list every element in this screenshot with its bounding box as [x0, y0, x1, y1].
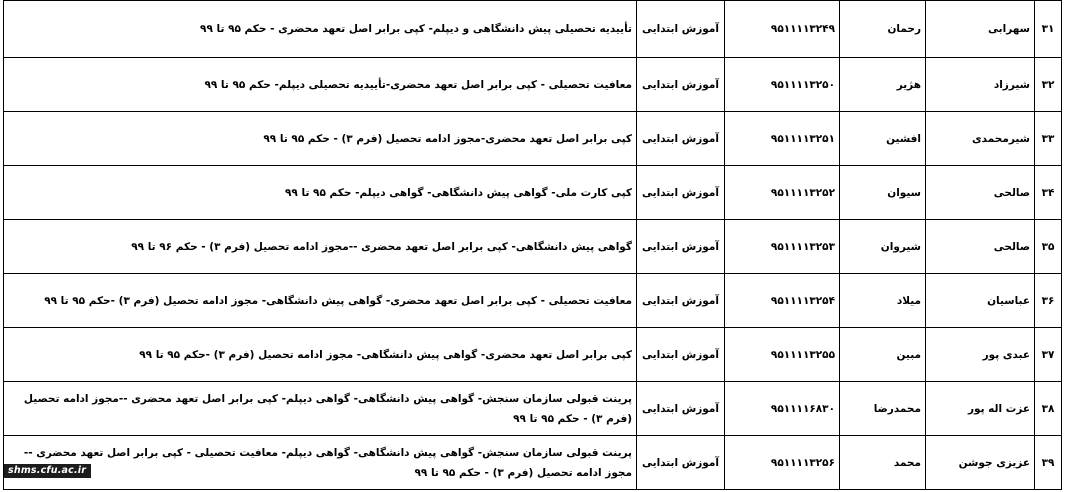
row-number: ۳۱: [1035, 1, 1062, 58]
row-number: ۳۲: [1035, 58, 1062, 112]
field-of-study-cell: آموزش ابتدایی: [637, 328, 725, 382]
field-of-study-cell: آموزش ابتدایی: [637, 1, 725, 58]
student-id-cell: ۹۵۱۱۱۱۳۲۵۱: [725, 112, 840, 166]
first-name-cell: هژیر: [840, 58, 926, 112]
row-number: ۳۹: [1035, 436, 1062, 490]
site-watermark: shms.cfu.ac.ir: [4, 464, 91, 478]
row-number: ۳۴: [1035, 166, 1062, 220]
field-of-study-cell: آموزش ابتدایی: [637, 382, 725, 436]
missing-documents-cell: کپی برابر اصل تعهد محضری- گواهی پیش دانشگاهی- مجوز ادامه تحصیل (فرم ۳) -حکم ۹۵ تا ۹۹: [4, 328, 637, 382]
table-row: [4, 382, 1062, 436]
student-id-cell: ۹۵۱۱۱۱۳۲۴۹: [725, 1, 840, 58]
table-row: [4, 220, 1062, 274]
last-name-cell: عزیزی جوشن: [926, 436, 1035, 490]
missing-documents-cell: کپی برابر اصل تعهد محضری-مجوز ادامه تحصیل (فرم ۳) - حکم ۹۵ تا ۹۹: [4, 112, 637, 166]
row-number: ۳۵: [1035, 220, 1062, 274]
student-id-cell: ۹۵۱۱۱۱۳۲۵۰: [725, 58, 840, 112]
missing-documents-cell: پرینت قبولی سازمان سنجش- گواهی پیش دانشگاهی- گواهی دیپلم- کپی برابر اصل تعهد محضری --مجوز ادامه تحصیل (فرم ۳) - حکم ۹۵ تا ۹۹: [4, 382, 637, 436]
missing-documents-cell: پرینت قبولی سازمان سنجش- گواهی پیش دانشگاهی- گواهی دیپلم- معافیت تحصیلی - کپی برابر اصل تعهد محضری --مجوز ادامه تحصیل (فرم ۳) - حکم ۹۵ تا ۹۹: [4, 436, 637, 490]
table-row: [4, 274, 1062, 328]
missing-documents-cell: معافیت تحصیلی - کپی برابر اصل تعهد محضری-تأییدیه تحصیلی دیپلم- حکم ۹۵ تا ۹۹: [4, 58, 637, 112]
last-name-cell: عباسیان: [926, 274, 1035, 328]
first-name-cell: رحمان: [840, 1, 926, 58]
student-id-cell: ۹۵۱۱۱۱۳۲۵۳: [725, 220, 840, 274]
last-name-cell: شیرزاد: [926, 58, 1035, 112]
first-name-cell: محمدرضا: [840, 382, 926, 436]
first-name-cell: مبین: [840, 328, 926, 382]
field-of-study-cell: آموزش ابتدایی: [637, 112, 725, 166]
table-row: [4, 112, 1062, 166]
field-of-study-cell: آموزش ابتدایی: [637, 274, 725, 328]
first-name-cell: افشین: [840, 112, 926, 166]
row-number: ۳۶: [1035, 274, 1062, 328]
student-id-cell: ۹۵۱۱۱۱۳۲۵۶: [725, 436, 840, 490]
table-row: [4, 328, 1062, 382]
student-id-cell: ۹۵۱۱۱۱۶۸۳۰: [725, 382, 840, 436]
first-name-cell: محمد: [840, 436, 926, 490]
missing-documents-cell: معافیت تحصیلی - کپی برابر اصل تعهد محضری- گواهی پیش دانشگاهی- مجوز ادامه تحصیل (فرم ۳) -حکم ۹۵ تا ۹۹: [4, 274, 637, 328]
student-id-cell: ۹۵۱۱۱۱۳۲۵۲: [725, 166, 840, 220]
last-name-cell: صالحی: [926, 220, 1035, 274]
row-number: ۳۸: [1035, 382, 1062, 436]
last-name-cell: عبدی پور: [926, 328, 1035, 382]
last-name-cell: سهرابی: [926, 1, 1035, 58]
first-name-cell: سیوان: [840, 166, 926, 220]
last-name-cell: شیرمحمدی: [926, 112, 1035, 166]
student-id-cell: ۹۵۱۱۱۱۳۲۵۵: [725, 328, 840, 382]
missing-documents-cell: کپی کارت ملی- گواهی پیش دانشگاهی- گواهی دیپلم- حکم ۹۵ تا ۹۹: [4, 166, 637, 220]
last-name-cell: صالحی: [926, 166, 1035, 220]
table-row: [4, 436, 1062, 490]
field-of-study-cell: آموزش ابتدایی: [637, 436, 725, 490]
first-name-cell: شیروان: [840, 220, 926, 274]
missing-documents-cell: تأییدیه تحصیلی پیش دانشگاهی و دیپلم- کپی برابر اصل تعهد محضری - حکم ۹۵ تا ۹۹: [4, 1, 637, 58]
field-of-study-cell: آموزش ابتدایی: [637, 220, 725, 274]
field-of-study-cell: آموزش ابتدایی: [637, 166, 725, 220]
missing-documents-cell: گواهی پیش دانشگاهی- کپی برابر اصل تعهد محضری --مجوز ادامه تحصیل (فرم ۳) - حکم ۹۶ تا ۹۹: [4, 220, 637, 274]
table-row: [4, 1, 1062, 58]
last-name-cell: عزت اله پور: [926, 382, 1035, 436]
field-of-study-cell: آموزش ابتدایی: [637, 58, 725, 112]
students-table: [3, 0, 1062, 490]
row-number: ۳۷: [1035, 328, 1062, 382]
first-name-cell: میلاد: [840, 274, 926, 328]
row-number: ۳۳: [1035, 112, 1062, 166]
student-id-cell: ۹۵۱۱۱۱۳۲۵۴: [725, 274, 840, 328]
table-row: [4, 58, 1062, 112]
table-row: [4, 166, 1062, 220]
